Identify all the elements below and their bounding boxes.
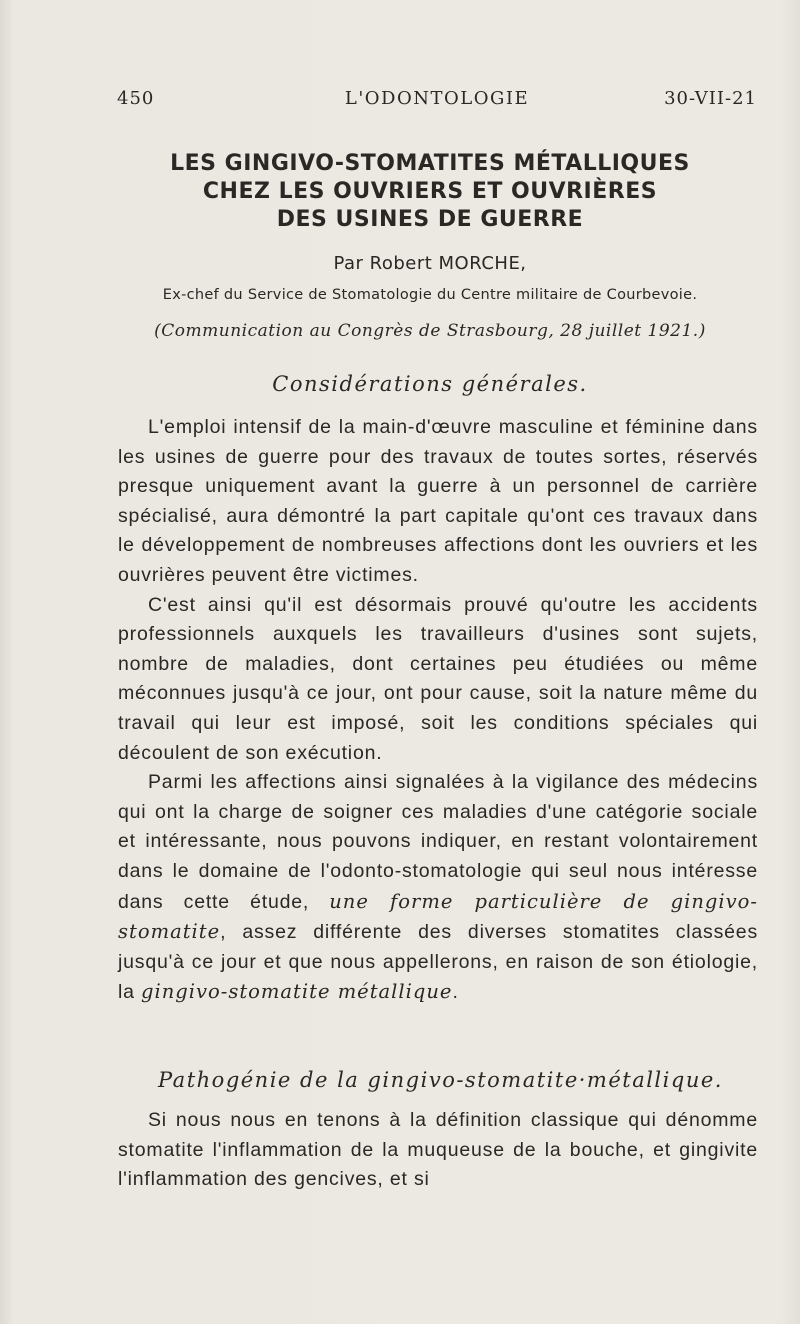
paragraph-text: Parmi les affections ainsi signalées à la vigilance des médecins qui ont la charge de soigner ces maladies d'une catégorie sociale et intéressante, nous pouvons indiquer, en restant volontairement dans le domaine de l'odonto-stomatologie qui seul nous intéresse dans cette étude, (118, 771, 758, 913)
communication-note: (Communication au Congrès de Strasbourg, 28 juillet 1921.) (154, 321, 706, 341)
journal-title: L'ODONTOLOGIE (344, 88, 530, 109)
section-body-pathogenie (118, 1106, 758, 1195)
author-byline: Par Robert MORCHE, (333, 253, 527, 274)
emphasis-text: gingivo-stomatite métallique (141, 980, 453, 1004)
author-affiliation: Ex-chef du Service de Stomatologie du Centre militaire de Courbevoie. (162, 287, 698, 303)
paragraph: L'emploi intensif de la main-d'œuvre masculine et féminine dans les usines de guerre pour des travaux de toutes sortes, réservés presque uniquement avant la guerre à un personnel de carrière spécialisé, aura démontré la part capitale qu'ont ces travaux dans le développement de nombreuses affections dont les ouvriers et les ouvrières peuvent être victimes. (118, 416, 758, 586)
emphasis-text: une forme particulière de gingivo-stomatite (118, 889, 758, 944)
title-line-3: DES USINES DE GUERRE (276, 207, 584, 232)
section-heading-general: Considérations générales. (272, 372, 588, 396)
running-header (117, 88, 757, 118)
paragraph: Si nous nous en tenons à la définition classique qui dénomme stomatite l'inflammation de la muqueuse de la bouche, et gingivite l'inflammation des gencives, et si (118, 1109, 758, 1191)
paragraph-text: , assez différente des diverses stomatites classées jusqu'à ce jour et que nous appellerons, en raison de son étiologie, la (118, 921, 758, 1004)
paragraph-text: . (452, 981, 459, 1004)
section-body-general (118, 413, 758, 1008)
issue-date: 30-VII-21 (664, 88, 757, 109)
paragraph (118, 768, 758, 1008)
article-title (100, 150, 760, 234)
section-heading-pathogenie: Pathogénie de la gingivo-stomatite·métallique. (158, 1068, 723, 1092)
title-line-1: LES GINGIVO-STOMATITES MÉTALLIQUES (170, 151, 690, 176)
page-number: 450 (117, 88, 155, 109)
title-line-2: CHEZ LES OUVRIERS ET OUVRIÈRES (202, 179, 658, 204)
paragraph: C'est ainsi qu'il est désormais prouvé qu'outre les accidents professionnels auxquels les travailleurs d'usines sont sujets, nombre de maladies, dont certaines peu étudiées ou même méconnues jusqu'à ce jour, ont pour cause, soit la nature même du travail qui leur est imposé, soit les conditions spéciales qui découlent de son exécution. (118, 593, 758, 764)
